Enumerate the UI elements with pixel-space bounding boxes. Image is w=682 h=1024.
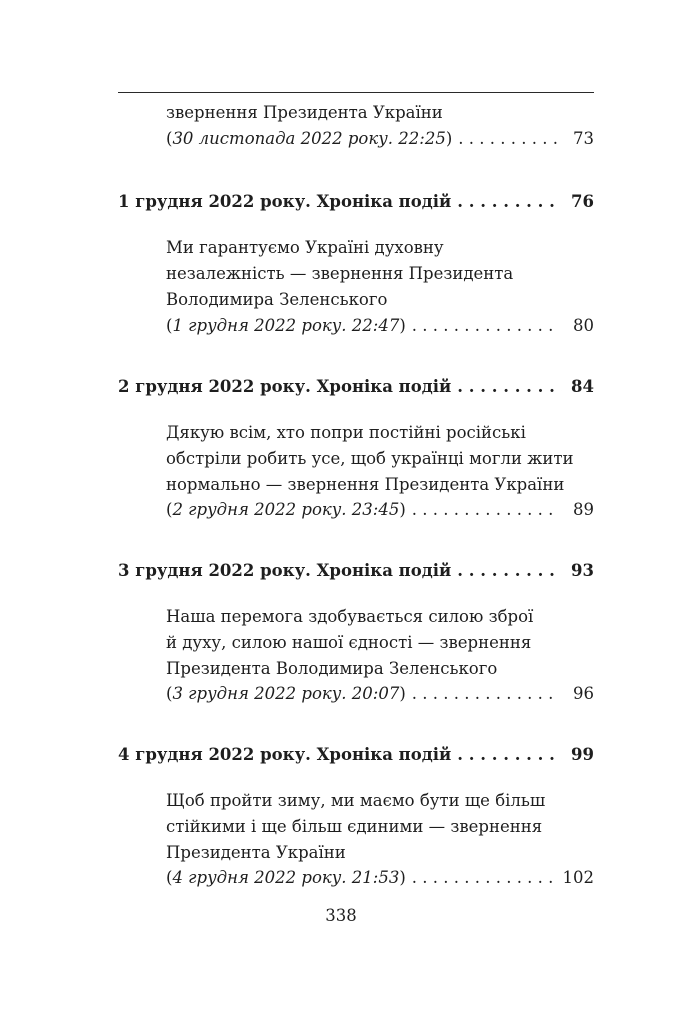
entry-date: 4 грудня 2022 року. 21:53 [172,868,400,887]
dot-leader [457,375,562,399]
entry-title-line: Ми гарантуємо Україні духовну [166,238,444,257]
dot-leader [412,498,560,522]
entry-page-number: 89 [573,500,594,519]
chronicle-heading [118,190,594,214]
entry-page-number: 102 [562,868,594,887]
chronicle-heading-title: 3 грудня 2022 року. Хроніка подій [118,561,452,580]
dot-leader [457,190,562,214]
entry-page-number: 80 [573,316,594,335]
dot-leader [458,127,560,151]
chronicle-page-number: 93 [571,561,594,580]
entry-title-line: Дякую всім, хто попри постійні російські [166,423,526,442]
chronicle-heading [118,559,594,583]
chronicle-heading [118,743,594,767]
page-number: 338 [325,906,357,925]
header-rule [118,92,594,93]
entry-date-line: (1 грудня 2022 року. 22:47) . . . 80 [166,314,594,338]
chronicle-page-number: 99 [571,745,594,764]
entry-title-line: й духу, силою нашої єдності — звернення [166,633,532,652]
entry-title-line: Президента України [166,843,346,862]
entry-date-line: (3 грудня 2022 року. 20:07) . . . 96 [166,682,594,706]
entry-date: 3 грудня 2022 року. 20:07 [172,684,400,703]
dot-leader [412,682,560,706]
entry-title-line: Щоб пройти зиму, ми маємо бути ще більш [166,791,546,810]
chronicle-page-number: 76 [571,192,594,211]
chronicle-heading-title: 2 грудня 2022 року. Хроніка подій [118,377,452,396]
entry-date-line: (30 листопада 2022 року. 22:25) . . . 73 [166,127,594,151]
entry-title-line: незалежність — звернення Президента [166,264,514,283]
chronicle-page-number: 84 [571,377,594,396]
entry-title-line: стійкими і ще більш єдиними — звернення [166,817,543,836]
entry-date: 30 листопада 2022 року. 22:25 [172,129,446,148]
entry-date: 2 грудня 2022 року. 23:45 [172,500,400,519]
entry-date-line: (4 грудня 2022 року. 21:53) . . . 102 [166,866,594,890]
entry-date: 1 грудня 2022 року. 22:47 [172,316,400,335]
chronicle-heading-title: 4 грудня 2022 року. Хроніка подій [118,745,452,764]
dot-leader [457,559,562,583]
entry-title-line: звернення Президента України [166,103,443,122]
entry-title-line: Наша перемога здобувається силою зброї [166,607,534,626]
entry-page-number: 96 [573,684,594,703]
entry-page-number: 73 [573,129,594,148]
entry-title-line: обстріли робить усе, щоб українці могли жити [166,449,574,468]
entry-title-line: Президента Володимира Зеленського [166,659,498,678]
dot-leader [457,743,562,767]
chronicle-heading-title: 1 грудня 2022 року. Хроніка подій [118,192,452,211]
entry-title-line: Володимира Зеленського [166,290,388,309]
dot-leader [412,314,560,338]
dot-leader [412,866,557,890]
entry-date-line: (2 грудня 2022 року. 23:45) . . . 89 [166,498,594,522]
entry-title-line: нормально — звернення Президента України [166,475,565,494]
chronicle-heading [118,375,594,399]
